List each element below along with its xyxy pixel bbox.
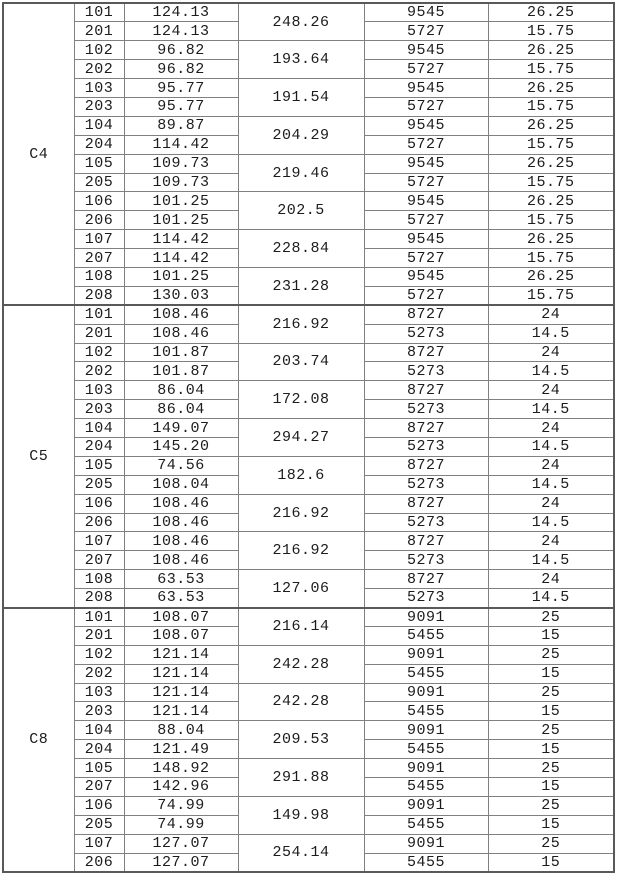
value-cell: 121.14 [124,683,238,702]
value5-cell: 24 [488,343,614,362]
value4-cell: 5727 [364,173,488,192]
merged-sum-cell: 209.53 [238,721,364,759]
merged-sum-cell: 193.64 [238,41,364,79]
value5-cell: 14.5 [488,475,614,494]
value-cell: 148.92 [124,759,238,778]
value-cell: 86.04 [124,400,238,419]
value5-cell: 14.5 [488,437,614,456]
value-cell: 95.77 [124,79,238,98]
value-cell: 96.82 [124,60,238,79]
table-row [3,230,614,249]
value4-cell: 5455 [364,853,488,872]
value5-cell: 15 [488,815,614,834]
room-number-cell: 206 [74,853,124,872]
value4-cell: 9091 [364,683,488,702]
value-cell: 101.87 [124,362,238,381]
merged-sum-cell: 191.54 [238,79,364,117]
table-row [3,721,614,740]
value5-cell: 15.75 [488,135,614,154]
room-number-cell: 103 [74,79,124,98]
table-row [3,305,614,324]
room-number-cell: 106 [74,796,124,815]
room-number-cell: 102 [74,645,124,664]
value5-cell: 14.5 [488,362,614,381]
room-number-cell: 107 [74,834,124,853]
value5-cell: 15.75 [488,97,614,116]
value4-cell: 5455 [364,626,488,645]
room-number-cell: 205 [74,475,124,494]
value-cell: 96.82 [124,41,238,60]
value-cell: 121.14 [124,645,238,664]
value-cell: 101.25 [124,192,238,211]
value4-cell: 8727 [364,419,488,438]
value-cell: 124.13 [124,3,238,22]
value5-cell: 26.25 [488,230,614,249]
value4-cell: 9091 [364,645,488,664]
value-cell: 121.14 [124,664,238,683]
value-cell: 101.25 [124,267,238,286]
value4-cell: 8727 [364,456,488,475]
value-cell: 63.53 [124,570,238,589]
room-number-cell: 106 [74,192,124,211]
value4-cell: 5273 [364,475,488,494]
value-cell: 114.42 [124,249,238,268]
value5-cell: 26.25 [488,41,614,60]
value4-cell: 5455 [364,702,488,721]
value4-cell: 8727 [364,494,488,513]
value4-cell: 9091 [364,796,488,815]
room-number-cell: 203 [74,400,124,419]
merged-sum-cell: 182.6 [238,456,364,494]
value5-cell: 26.25 [488,192,614,211]
table-row [3,381,614,400]
value5-cell: 24 [488,570,614,589]
value4-cell: 8727 [364,343,488,362]
value-cell: 149.07 [124,419,238,438]
value4-cell: 5727 [364,211,488,230]
room-number-cell: 202 [74,60,124,79]
room-number-cell: 104 [74,419,124,438]
table-row [3,532,614,551]
merged-sum-cell: 127.06 [238,570,364,608]
merged-sum-cell: 231.28 [238,267,364,305]
value-cell: 108.46 [124,513,238,532]
merged-sum-cell: 242.28 [238,683,364,721]
value4-cell: 5273 [364,362,488,381]
room-number-cell: 103 [74,381,124,400]
room-number-cell: 204 [74,437,124,456]
value4-cell: 9545 [364,192,488,211]
merged-sum-cell: 219.46 [238,154,364,192]
value4-cell: 5727 [364,60,488,79]
table-row [3,759,614,778]
value5-cell: 15.75 [488,286,614,305]
group-cell: C4 [3,3,74,305]
value5-cell: 26.25 [488,79,614,98]
value5-cell: 14.5 [488,324,614,343]
value-cell: 108.46 [124,532,238,551]
room-number-cell: 101 [74,305,124,324]
value4-cell: 5727 [364,22,488,41]
value5-cell: 26.25 [488,154,614,173]
value-cell: 127.07 [124,853,238,872]
room-number-cell: 102 [74,41,124,60]
value5-cell: 14.5 [488,513,614,532]
value-cell: 108.46 [124,324,238,343]
value4-cell: 5273 [364,513,488,532]
value-cell: 108.04 [124,475,238,494]
merged-sum-cell: 248.26 [238,3,364,41]
table-row [3,796,614,815]
value4-cell: 8727 [364,381,488,400]
value5-cell: 15 [488,740,614,759]
group-cell: C5 [3,305,74,607]
group-cell: C8 [3,608,74,872]
value-cell: 95.77 [124,97,238,116]
value4-cell: 5455 [364,740,488,759]
value4-cell: 5727 [364,97,488,116]
value-cell: 114.42 [124,230,238,249]
value-cell: 109.73 [124,173,238,192]
value5-cell: 15.75 [488,173,614,192]
value4-cell: 5455 [364,815,488,834]
table-row [3,116,614,135]
merged-sum-cell: 242.28 [238,645,364,683]
value4-cell: 9091 [364,759,488,778]
room-number-cell: 105 [74,154,124,173]
room-number-cell: 101 [74,608,124,627]
value5-cell: 25 [488,721,614,740]
room-number-cell: 102 [74,343,124,362]
table-row [3,645,614,664]
value-cell: 145.20 [124,437,238,456]
room-number-cell: 105 [74,759,124,778]
value-cell: 86.04 [124,381,238,400]
value-cell: 130.03 [124,286,238,305]
room-number-cell: 104 [74,721,124,740]
value5-cell: 25 [488,608,614,627]
value-cell: 127.07 [124,834,238,853]
table-row [3,834,614,853]
merged-sum-cell: 216.14 [238,608,364,646]
data-table [2,2,615,873]
value5-cell: 24 [488,305,614,324]
table-row [3,419,614,438]
value4-cell: 5273 [364,551,488,570]
value5-cell: 15 [488,778,614,797]
table-row [3,683,614,702]
value-cell: 108.46 [124,494,238,513]
value5-cell: 15 [488,853,614,872]
value5-cell: 24 [488,419,614,438]
table-body [3,3,614,872]
value-cell: 63.53 [124,589,238,608]
value-cell: 114.42 [124,135,238,154]
value-cell: 108.07 [124,626,238,645]
value4-cell: 9545 [364,267,488,286]
room-number-cell: 107 [74,230,124,249]
value5-cell: 26.25 [488,3,614,22]
room-number-cell: 206 [74,513,124,532]
value-cell: 109.73 [124,154,238,173]
room-number-cell: 203 [74,702,124,721]
merged-sum-cell: 254.14 [238,834,364,872]
merged-sum-cell: 203.74 [238,343,364,381]
value-cell: 121.14 [124,702,238,721]
table-row [3,570,614,589]
value-cell: 101.25 [124,211,238,230]
value5-cell: 15.75 [488,211,614,230]
merged-sum-cell: 294.27 [238,419,364,457]
value5-cell: 15 [488,664,614,683]
value-cell: 88.04 [124,721,238,740]
room-number-cell: 105 [74,456,124,475]
table-row [3,267,614,286]
merged-sum-cell: 216.92 [238,494,364,532]
table-row [3,608,614,627]
room-number-cell: 204 [74,135,124,154]
merged-sum-cell: 291.88 [238,759,364,797]
room-number-cell: 206 [74,211,124,230]
merged-sum-cell: 172.08 [238,381,364,419]
value5-cell: 15.75 [488,22,614,41]
merged-sum-cell: 202.5 [238,192,364,230]
value5-cell: 14.5 [488,589,614,608]
value4-cell: 9545 [364,230,488,249]
value4-cell: 9545 [364,3,488,22]
value5-cell: 26.25 [488,267,614,286]
merged-sum-cell: 204.29 [238,116,364,154]
room-number-cell: 101 [74,3,124,22]
value4-cell: 5273 [364,437,488,456]
room-number-cell: 207 [74,778,124,797]
table-row [3,343,614,362]
value4-cell: 5455 [364,778,488,797]
room-number-cell: 104 [74,116,124,135]
value-cell: 74.99 [124,796,238,815]
value5-cell: 25 [488,759,614,778]
room-number-cell: 207 [74,551,124,570]
value-cell: 108.46 [124,305,238,324]
merged-sum-cell: 216.92 [238,305,364,343]
value4-cell: 5273 [364,589,488,608]
value5-cell: 14.5 [488,400,614,419]
value4-cell: 5455 [364,664,488,683]
room-number-cell: 201 [74,22,124,41]
value5-cell: 25 [488,834,614,853]
value-cell: 108.07 [124,608,238,627]
value5-cell: 25 [488,645,614,664]
value4-cell: 9091 [364,721,488,740]
room-number-cell: 201 [74,324,124,343]
value4-cell: 9091 [364,608,488,627]
room-number-cell: 107 [74,532,124,551]
value4-cell: 9545 [364,154,488,173]
table-row [3,79,614,98]
table-row [3,41,614,60]
room-number-cell: 208 [74,286,124,305]
value5-cell: 26.25 [488,116,614,135]
value4-cell: 5727 [364,286,488,305]
value5-cell: 15.75 [488,60,614,79]
value-cell: 142.96 [124,778,238,797]
value-cell: 89.87 [124,116,238,135]
table-row [3,456,614,475]
value4-cell: 9545 [364,116,488,135]
room-number-cell: 205 [74,815,124,834]
table-row [3,192,614,211]
value4-cell: 5273 [364,324,488,343]
room-number-cell: 108 [74,570,124,589]
value-cell: 74.99 [124,815,238,834]
room-number-cell: 205 [74,173,124,192]
value5-cell: 24 [488,381,614,400]
room-number-cell: 201 [74,626,124,645]
value-cell: 74.56 [124,456,238,475]
table-row [3,494,614,513]
value4-cell: 8727 [364,532,488,551]
room-number-cell: 208 [74,589,124,608]
value5-cell: 24 [488,456,614,475]
value4-cell: 5273 [364,400,488,419]
value4-cell: 5727 [364,249,488,268]
value-cell: 121.49 [124,740,238,759]
value4-cell: 5727 [364,135,488,154]
value5-cell: 15.75 [488,249,614,268]
room-number-cell: 207 [74,249,124,268]
room-number-cell: 203 [74,97,124,116]
merged-sum-cell: 216.92 [238,532,364,570]
room-number-cell: 204 [74,740,124,759]
value5-cell: 15 [488,702,614,721]
value4-cell: 9545 [364,79,488,98]
value4-cell: 9091 [364,834,488,853]
value5-cell: 15 [488,626,614,645]
table-row [3,154,614,173]
value-cell: 108.46 [124,551,238,570]
value4-cell: 9545 [364,41,488,60]
value-cell: 101.87 [124,343,238,362]
merged-sum-cell: 149.98 [238,796,364,834]
room-number-cell: 202 [74,664,124,683]
value4-cell: 8727 [364,305,488,324]
value5-cell: 24 [488,532,614,551]
value5-cell: 25 [488,796,614,815]
merged-sum-cell: 228.84 [238,230,364,268]
value5-cell: 25 [488,683,614,702]
room-number-cell: 108 [74,267,124,286]
value5-cell: 14.5 [488,551,614,570]
room-number-cell: 103 [74,683,124,702]
value-cell: 124.13 [124,22,238,41]
value4-cell: 8727 [364,570,488,589]
room-number-cell: 106 [74,494,124,513]
room-number-cell: 202 [74,362,124,381]
value5-cell: 24 [488,494,614,513]
table-row [3,3,614,22]
